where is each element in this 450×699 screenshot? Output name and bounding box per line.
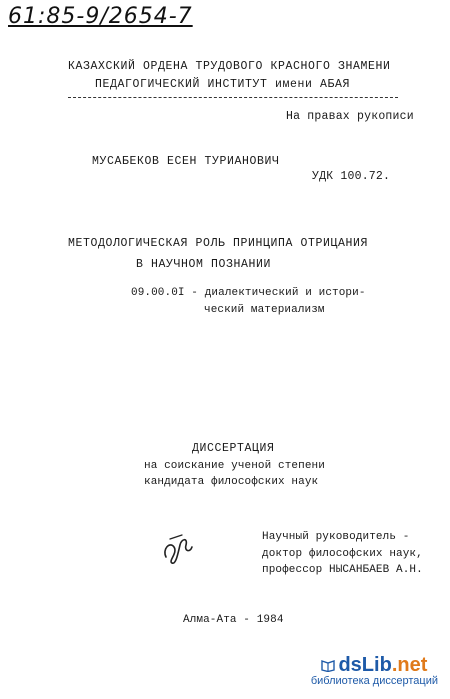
author-name: МУСАБЕКОВ ЕСЕН ТУРИАНОВИЧ xyxy=(92,155,280,168)
dslib-logo xyxy=(321,654,427,677)
dissertation-line-1: на соискание ученой степени xyxy=(144,460,325,472)
logo-brand-text: dsLib xyxy=(338,653,392,676)
institute-line-2: ПЕДАГОГИЧЕСКИЙ ИНСТИТУТ имени АБАЯ xyxy=(95,78,351,91)
dissertation-line-2: кандидата философских наук xyxy=(144,476,319,488)
place-and-year: Алма-Ата - 1984 xyxy=(183,614,284,626)
header-divider xyxy=(68,97,398,98)
supervisor-line-2: доктор философских наук, xyxy=(262,548,423,560)
supervisor-line-1: Научный руководитель - xyxy=(262,531,410,543)
specialty-line-1: 09.00.0I - диалектический и истори- xyxy=(131,287,366,299)
handwritten-archive-code: 61:85-9/2654-7 xyxy=(8,4,193,29)
signature-mark xyxy=(160,527,194,567)
dissertation-heading: ДИССЕРТАЦИЯ xyxy=(192,442,275,455)
logo-tld-text: .net xyxy=(391,653,428,676)
specialty-line-2: ческий материализм xyxy=(204,304,325,316)
dslib-watermark xyxy=(311,654,438,688)
title-line-2: В НАУЧНОМ ПОЗНАНИИ xyxy=(136,258,272,271)
logo-subtitle: библиотека диссертаций xyxy=(310,675,438,687)
title-line-1: МЕТОДОЛОГИЧЕСКАЯ РОЛЬ ПРИНЦИПА ОТРИЦАНИЯ xyxy=(68,237,369,250)
book-icon xyxy=(321,658,335,672)
supervisor-line-3: профессор НЫСАНБАЕВ А.Н. xyxy=(262,564,423,576)
institute-line-1: КАЗАХСКИЙ ОРДЕНА ТРУДОВОГО КРАСНОГО ЗНАМЕНИ xyxy=(68,60,391,73)
udc-code: УДК 100.72. xyxy=(312,170,391,183)
manuscript-note: На правах рукописи xyxy=(286,110,414,123)
